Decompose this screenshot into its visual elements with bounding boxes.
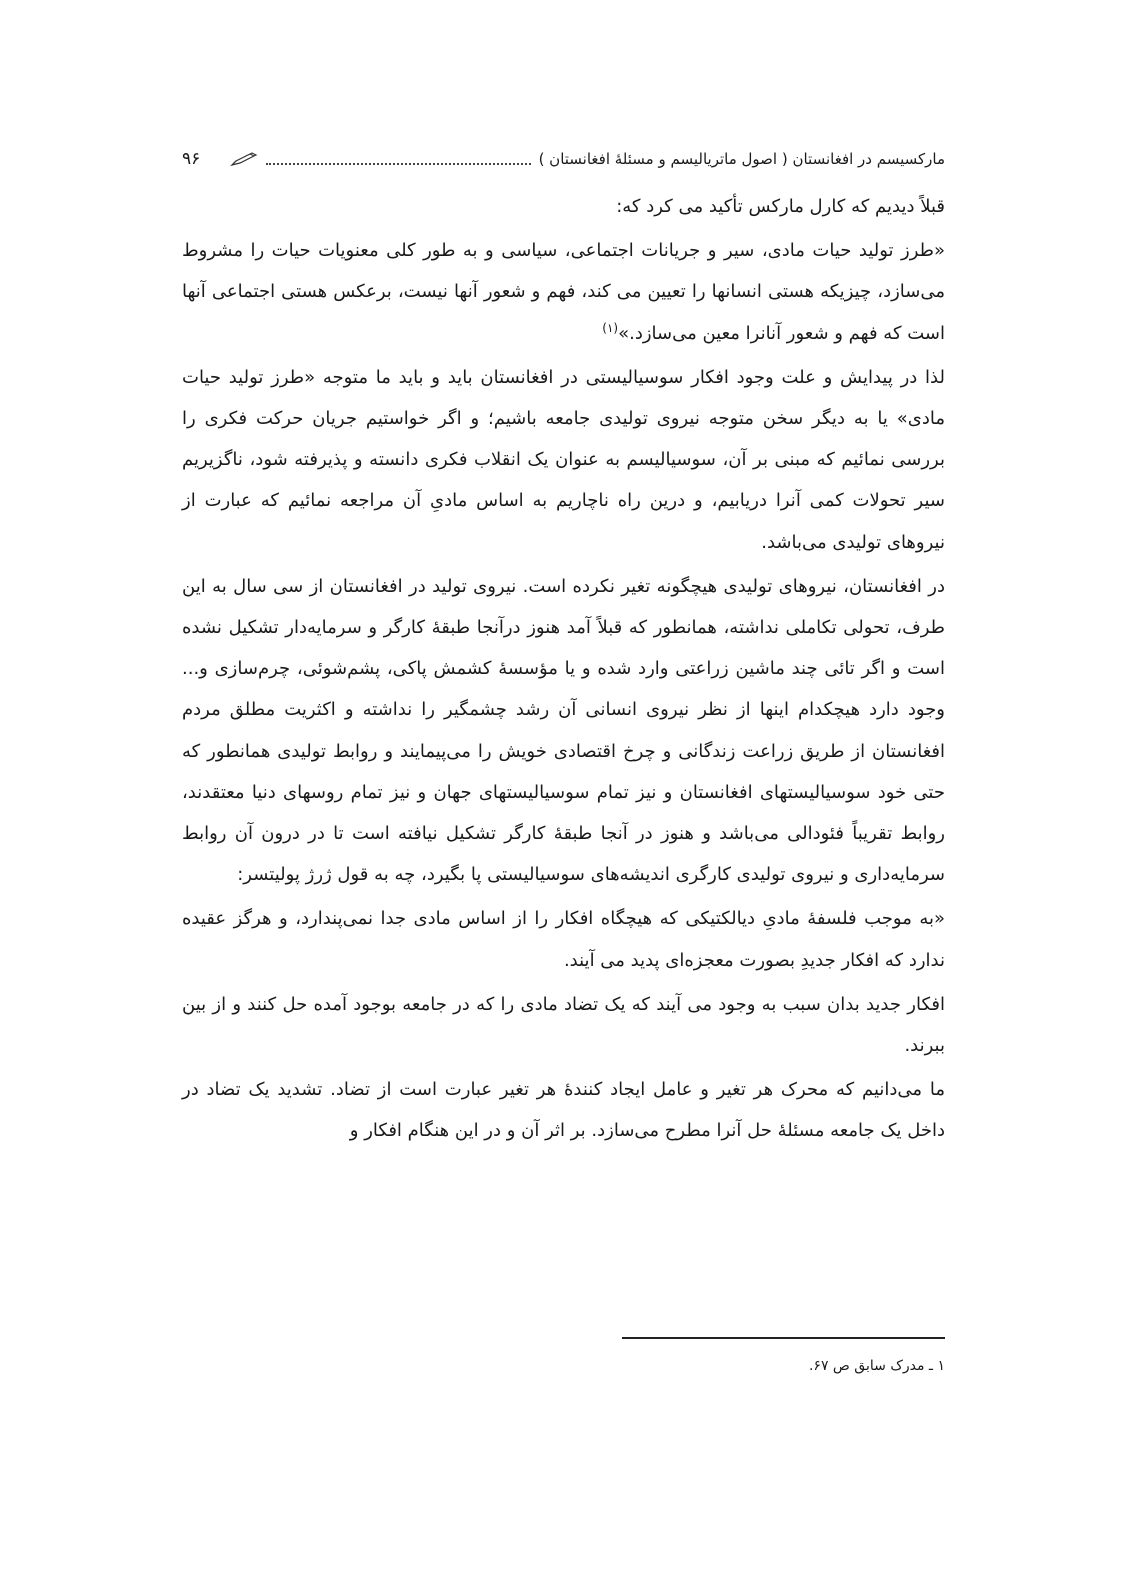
running-title: مارکسیسم در افغانستان ( اصول ماتریالیسم و مسئلهٔ افغانستان ) <box>538 150 945 168</box>
paragraph-text: «طرز تولید حیات مادی، سیر و جریانات اجتماعی، سیاسی و به طور کلی معنویات حیات را مشروط می‌سازد، چیزیکه هستی انسانها را تعیین می کند، فهم و شعور آنها نیست، برعکس هستی اجتماعی آنها است که فهم و شعور آنانرا معین می‌سازد.» <box>182 240 945 344</box>
paragraph <box>182 1069 945 1151</box>
body-text <box>182 186 945 1155</box>
paragraph-text: در افغانستان، نیروهای تولیدی هیچگونه تغیر نکرده است. نیروی تولید در افغانستان از سی سال به این طرف، تحولی تکاملی نداشته، همانطور که قبلاً آمد هنوز درآنجا طبقهٔ کارگر و سرمایه‌دار تشکیل نشده است و اگر تائی چند ماشین زراعتی وارد شده و یا مؤسسهٔ کشمش پاکی، پشم‌شوئی، چرم‌سازی و... وجود دارد هیچکدام اینها از نظر نیروی انسانی آن رشد چشمگیر را نداشته و اکثریت مطلق مردم افغانستان از طریق زراعت زندگانی و چرخ اقتصادی خویش را می‌پیمایند و روابط تولیدی همانطور که حتی خود سوسیالیستهای افغانستان و نیز تمام سوسیالیستهای جهان و نیز تمام روسهای دنیا معتقدند، روابط تقریباً فئودالی می‌باشد و هنوز در آنجا طبقهٔ کارگر تشکیل نیافته است تا در درون آن روابط سرمایه‌داری و نیروی تولیدی کارگری اندیشه‌های سوسیالیستی پا بگیرد، چه به قول ژرژ پولیتسر: <box>182 575 945 886</box>
footnote-reference: (۱) <box>602 320 619 335</box>
paragraph <box>182 984 945 1066</box>
paragraph-text: «به موجب فلسفهٔ مادیِ دیالکتیکی که هیچگاه افکار را از اساس مادی جدا نمی‌پندارد، و هرگز عقیده ندارد که افکار جدیدِ بصورت معجزه‌ای پدید می آیند. <box>182 908 945 971</box>
page-number: ۹۶ <box>182 149 201 169</box>
paragraph <box>182 357 945 563</box>
leader-dots <box>266 153 530 165</box>
paragraph-text: قبلاً دیدیم که کارل مارکس تأکید می کرد که: <box>616 196 945 217</box>
paragraph-text: لذا در پیدایش و علت وجود افکار سوسیالیستی در افغانستان باید و باید ما متوجه «طرز تولید حیات مادی» یا به دیگر سخن متوجه نیروی تولیدی جامعه باشیم؛ و اگر خواستیم جریان حرکت فکری را بررسی نمائیم که مبنی بر آن، سوسیالیسم به عنوان یک انقلاب فکری دانسته و پذیرفته شود، ناگزیریم سیر تحولات کمی آنرا دریابیم، و درین راه ناچاریم به اساس مادیِ آن مراجعه نمائیم که عبارت از نیروهای تولیدی می‌باشد. <box>182 366 945 553</box>
footnote-divider <box>622 1337 945 1339</box>
paragraph-text: افکار جدید بدان سبب به وجود می آیند که یک تضاد مادی را که در جامعه بوجود آمده حل کنند و از بین ببرند. <box>182 993 945 1057</box>
paragraph-text: ما می‌دانیم که محرک هر تغیر و عامل ایجاد کنندهٔ هر تغیر عبارت است از تضاد. تشدید یک تضاد در داخل یک جامعه مسئلهٔ حل آنرا مطرح می‌سازد. بر اثر آن و در این هنگام افکار و <box>182 1079 945 1142</box>
quote-paragraph <box>182 898 945 980</box>
footnote: ۱ ـ مدرک سابق ص ۶۷. <box>808 1358 945 1374</box>
quote-paragraph <box>182 230 945 354</box>
paragraph <box>182 186 945 227</box>
page-header <box>182 144 945 174</box>
pen-icon <box>230 151 258 167</box>
paragraph <box>182 566 945 896</box>
